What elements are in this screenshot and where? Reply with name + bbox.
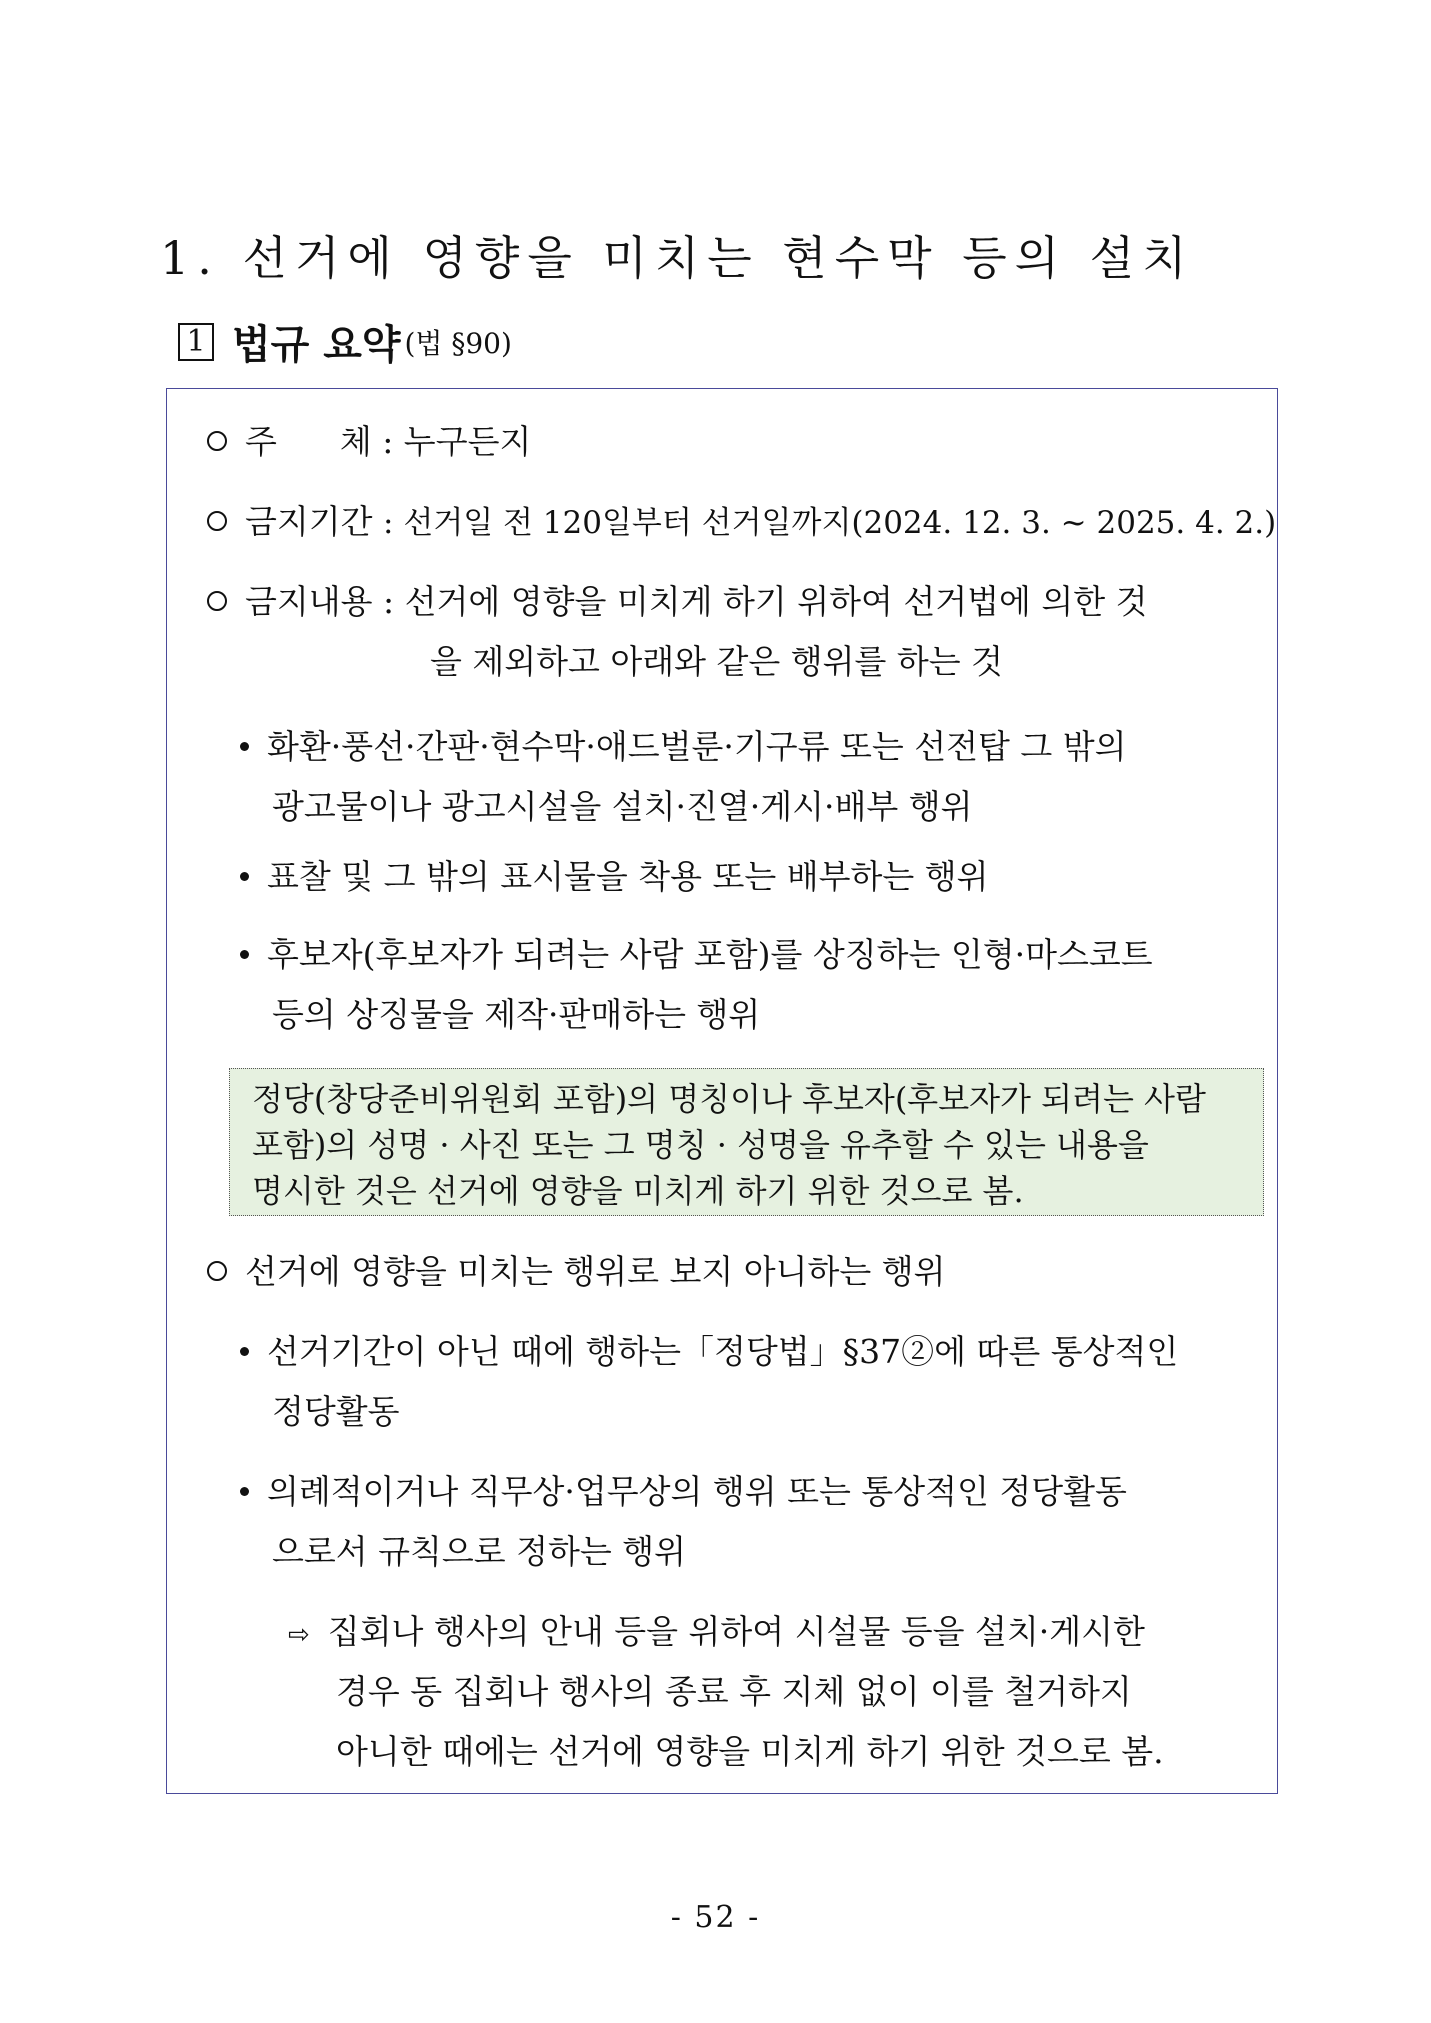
exempt-item xyxy=(207,1252,946,1292)
list-item-continuation: 등의 상징물을 제작·판매하는 행위 xyxy=(272,995,761,1034)
list-item-continuation: 정당활동 xyxy=(272,1392,400,1431)
bullet-icon xyxy=(240,872,249,881)
section-title: 1. 선거에 영향을 미치는 현수막 등의 설치 xyxy=(160,231,1195,285)
content-item xyxy=(207,582,1148,622)
section-number-box: 1 xyxy=(178,323,214,361)
subsection-title: 법규 요약 xyxy=(232,322,401,368)
circle-bullet-icon xyxy=(207,431,227,451)
subject-label: 주 체 xyxy=(245,422,372,461)
circle-bullet-icon xyxy=(207,1261,227,1281)
list-item: 화환·풍선·간판·현수막·애드벌룬·기구류 또는 선전탑 그 밖의 xyxy=(240,727,1126,767)
content-line-2: 을 제외하고 아래와 같은 행위를 하는 것 xyxy=(430,642,1003,681)
note-box xyxy=(229,1068,1264,1216)
subject-item xyxy=(207,422,531,462)
list-item-continuation: 으로서 규칙으로 정하는 행위 xyxy=(272,1532,687,1571)
subject-value: : 누구든지 xyxy=(382,422,532,461)
arrow-item: ⇨ 집회나 행사의 안내 등을 위하여 시설물 등을 설치·게시한 xyxy=(288,1612,1145,1655)
period-label: 금지기간 xyxy=(245,502,373,541)
note-line: 포함)의 성명 · 사진 또는 그 명칭 · 성명을 유추할 수 있는 내용을 xyxy=(252,1126,1149,1164)
note-line: 명시한 것은 선거에 영향을 미치게 하기 위한 것으로 봄. xyxy=(252,1172,1024,1210)
bullet-icon xyxy=(240,742,249,751)
bullet-icon xyxy=(240,1347,249,1356)
subsection-reference: (법 §90) xyxy=(404,326,512,360)
bullet-icon xyxy=(240,1487,249,1496)
arrow-item-continuation: 아니한 때에는 선거에 영향을 미치게 하기 위한 것으로 봄. xyxy=(336,1732,1164,1771)
arrow-item-continuation: 경우 동 집회나 행사의 종료 후 지체 없이 이를 철거하지 xyxy=(336,1672,1132,1711)
list-item: 의례적이거나 직무상·업무상의 행위 또는 통상적인 정당활동 xyxy=(240,1472,1127,1512)
bullet-icon xyxy=(240,950,249,959)
content-line-1: : 선거에 영향을 미치게 하기 위하여 선거법에 의한 것 xyxy=(383,582,1148,621)
exempt-title: 선거에 영향을 미치는 행위로 보지 아니하는 행위 xyxy=(245,1252,946,1291)
right-arrow-icon: ⇨ xyxy=(288,1620,310,1650)
circle-bullet-icon xyxy=(207,511,227,531)
period-value: : 선거일 전 120일부터 선거일까지(2024. 12. 3. ~ 2025. 4. 2.) xyxy=(383,505,1277,541)
list-item: 표찰 및 그 밖의 표시물을 착용 또는 배부하는 행위 xyxy=(240,857,988,897)
list-item-continuation: 광고물이나 광고시설을 설치·진열·게시·배부 행위 xyxy=(272,787,973,826)
subsection-heading xyxy=(178,313,512,370)
page-number: - 52 - xyxy=(670,1900,761,1935)
content-label: 금지내용 xyxy=(245,582,373,621)
circle-bullet-icon xyxy=(207,591,227,611)
note-line: 정당(창당준비위원회 포함)의 명칭이나 후보자(후보자가 되려는 사람 xyxy=(252,1080,1206,1118)
list-item: 후보자(후보자가 되려는 사람 포함)를 상징하는 인형·마스코트 xyxy=(240,935,1153,975)
list-item: 선거기간이 아닌 때에 행하는「정당법」§37②에 따른 통상적인 xyxy=(240,1332,1178,1372)
period-item xyxy=(207,502,1276,543)
